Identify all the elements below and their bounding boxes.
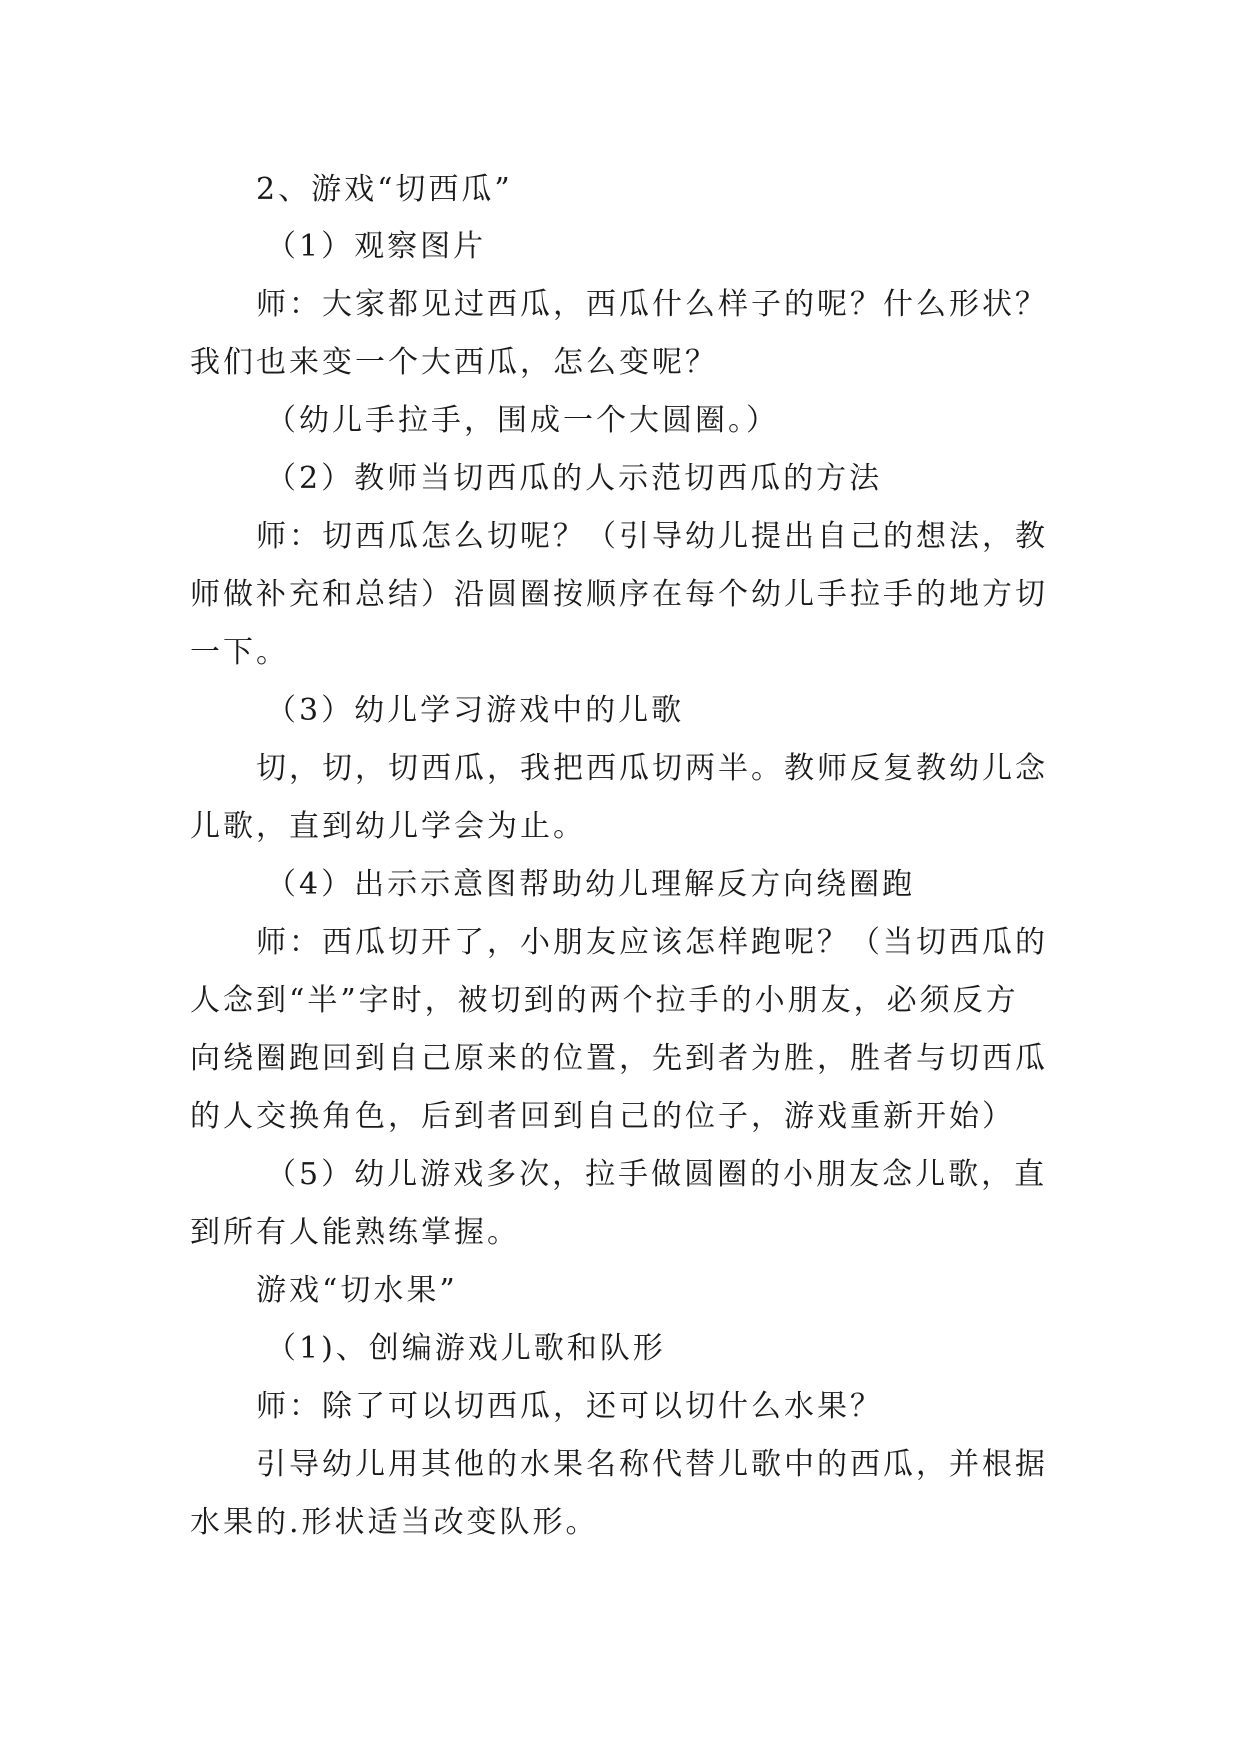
text-line: 引导幼儿用其他的水果名称代替儿歌中的西瓜，并根据 [256,1447,1048,1482]
text-line: 切，切，切西瓜，我把西瓜切两半。教师反复教幼儿念 [256,751,1048,786]
text-line: （4）出示示意图帮助幼儿理解反方向绕圈跑 [266,867,916,902]
text-line: 儿歌，直到幼儿学会为止。 [190,809,586,844]
text-line: 的人交换角色，后到者回到自己的位子，游戏重新开始） [190,1099,1015,1134]
text-line: （5）幼儿游戏多次，拉手做圆圈的小朋友念儿歌，直 [266,1157,1048,1192]
text-line: 我们也来变一个大西瓜，怎么变呢？ [190,345,718,380]
text-line: （1)、创编游戏儿歌和队形 [266,1331,666,1366]
text-line: 向绕圈跑回到自己原来的位置，先到者为胜，胜者与切西瓜 [190,1041,1048,1076]
text-line: 一下。 [190,635,289,670]
text-line: （3）幼儿学习游戏中的儿歌 [266,693,685,728]
text-line: 师：切西瓜怎么切呢？（引导幼儿提出自己的想法，教 [256,519,1048,554]
text-line: 师：除了可以切西瓜，还可以切什么水果？ [256,1389,883,1424]
text-line: 师：大家都见过西瓜，西瓜什么样子的呢？什么形状？ [256,287,1048,322]
text-line: 师做补充和总结）沿圆圈按顺序在每个幼儿手拉手的地方切 [190,577,1048,612]
text-line: （幼儿手拉手，围成一个大圆圈。） [266,403,779,438]
text-line: 师：西瓜切开了，小朋友应该怎样跑呢？（当切西瓜的 [256,925,1048,960]
text-line: 到所有人能熟练掌握。 [190,1215,520,1250]
text-line: （1）观察图片 [266,229,487,264]
text-line: （2）教师当切西瓜的人示范切西瓜的方法 [266,461,883,496]
text-line: 人念到“半”字时，被切到的两个拉手的小朋友，必须反方 [190,983,1019,1018]
text-line: 水果的.形状适当改变队形。 [190,1505,599,1540]
text-line: 2、游戏“切西瓜” [256,172,513,207]
text-line: 游戏“切水果” [256,1273,458,1308]
